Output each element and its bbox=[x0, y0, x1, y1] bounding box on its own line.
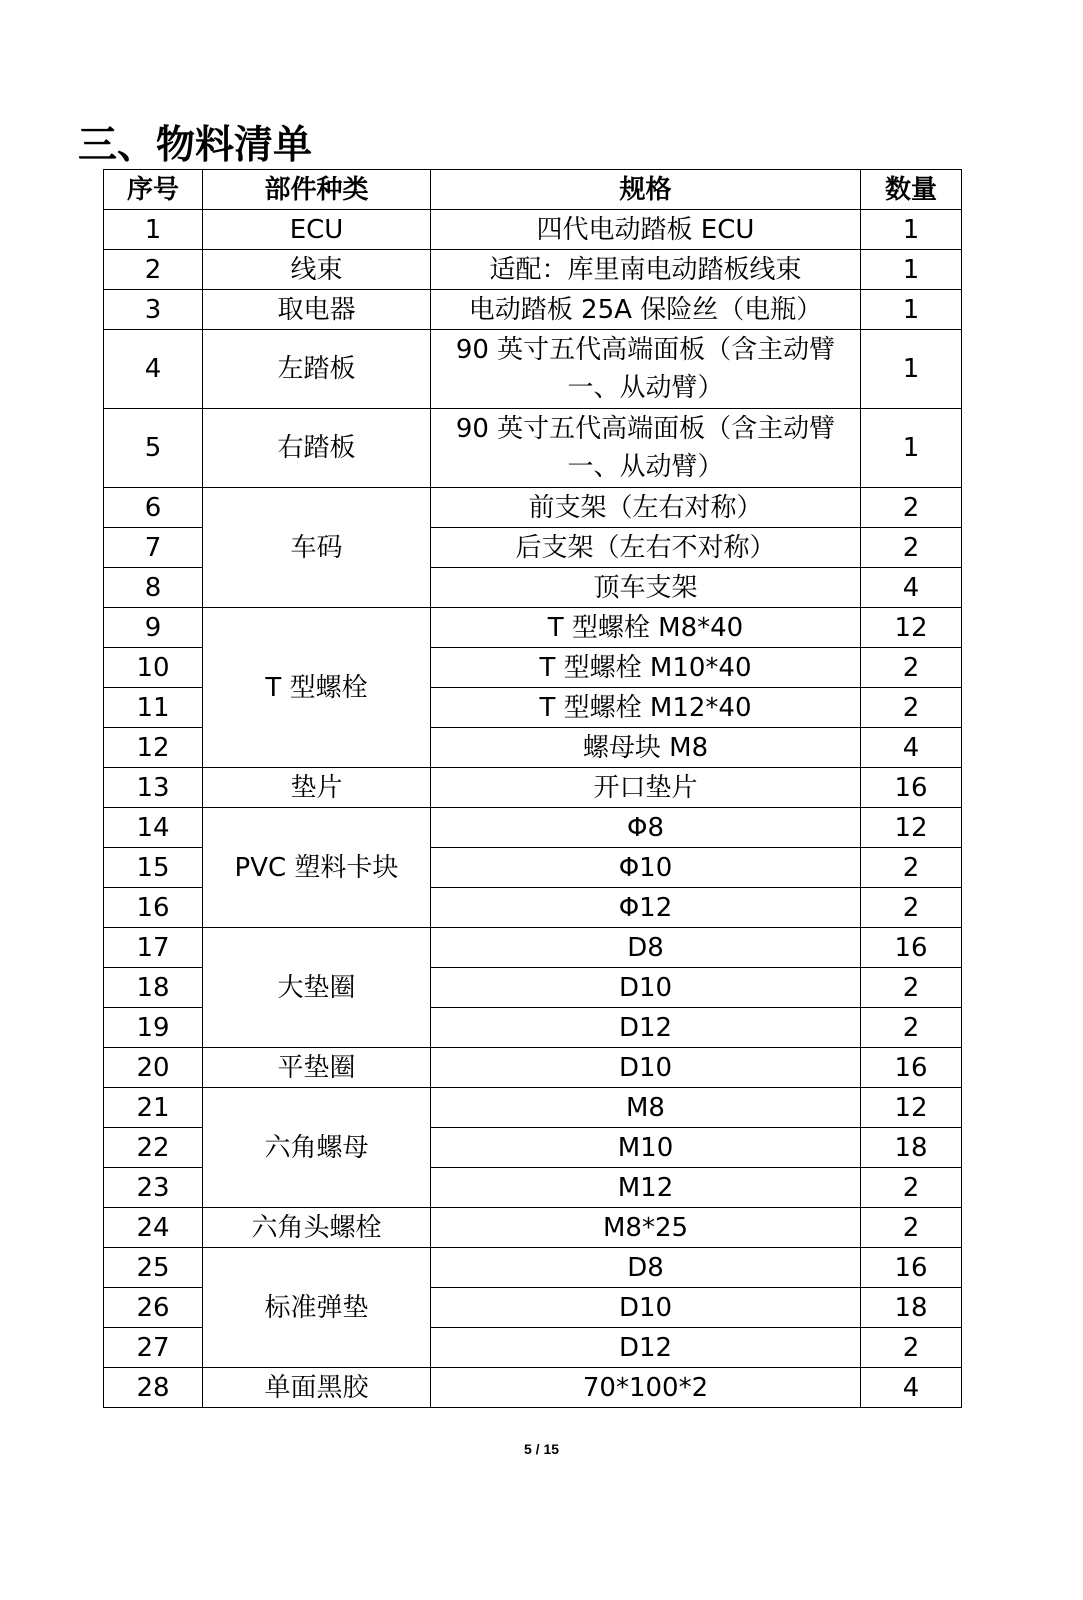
table-row bbox=[104, 290, 962, 330]
cell-qty: 18 bbox=[861, 1128, 962, 1168]
cell-qty: 16 bbox=[861, 1048, 962, 1088]
cell-spec: 开口垫片 bbox=[431, 768, 861, 808]
header-no: 序号 bbox=[104, 170, 203, 210]
table-row bbox=[104, 608, 962, 648]
cell-no: 4 bbox=[104, 330, 203, 409]
cell-no: 16 bbox=[104, 888, 203, 928]
cell-no: 22 bbox=[104, 1128, 203, 1168]
cell-spec: D12 bbox=[431, 1008, 861, 1048]
cell-qty: 4 bbox=[861, 1368, 962, 1408]
table-row bbox=[104, 768, 962, 808]
cell-qty: 2 bbox=[861, 968, 962, 1008]
cell-no: 23 bbox=[104, 1168, 203, 1208]
table-row bbox=[104, 1088, 962, 1128]
cell-qty: 2 bbox=[861, 1208, 962, 1248]
cell-spec: T 型螺栓 M8*40 bbox=[431, 608, 861, 648]
cell-qty: 2 bbox=[861, 488, 962, 528]
cell-no: 11 bbox=[104, 688, 203, 728]
table-row bbox=[104, 808, 962, 848]
table-row bbox=[104, 928, 962, 968]
cell-spec: Φ8 bbox=[431, 808, 861, 848]
cell-spec: D8 bbox=[431, 928, 861, 968]
cell-spec: 螺母块 M8 bbox=[431, 728, 861, 768]
cell-qty: 1 bbox=[861, 250, 962, 290]
cell-spec: T 型螺栓 M12*40 bbox=[431, 688, 861, 728]
cell-qty: 1 bbox=[861, 330, 962, 409]
table-row bbox=[104, 409, 962, 488]
cell-no: 27 bbox=[104, 1328, 203, 1368]
cell-spec: 前支架（左右对称） bbox=[431, 488, 861, 528]
table-row bbox=[104, 330, 962, 409]
cell-spec: D12 bbox=[431, 1328, 861, 1368]
cell-no: 25 bbox=[104, 1248, 203, 1288]
cell-no: 26 bbox=[104, 1288, 203, 1328]
cell-qty: 2 bbox=[861, 888, 962, 928]
cell-qty: 4 bbox=[861, 568, 962, 608]
cell-spec: D10 bbox=[431, 968, 861, 1008]
cell-no: 3 bbox=[104, 290, 203, 330]
cell-qty: 1 bbox=[861, 409, 962, 488]
cell-qty: 2 bbox=[861, 1008, 962, 1048]
cell-qty: 12 bbox=[861, 808, 962, 848]
table-row bbox=[104, 1048, 962, 1088]
cell-qty: 1 bbox=[861, 290, 962, 330]
table-row bbox=[104, 210, 962, 250]
cell-spec: 电动踏板 25A 保险丝（电瓶） bbox=[431, 290, 861, 330]
cell-category: 平垫圈 bbox=[203, 1048, 431, 1088]
cell-category: 大垫圈 bbox=[203, 928, 431, 1048]
cell-no: 2 bbox=[104, 250, 203, 290]
cell-qty: 16 bbox=[861, 768, 962, 808]
cell-no: 14 bbox=[104, 808, 203, 848]
table-row bbox=[104, 250, 962, 290]
cell-spec: 顶车支架 bbox=[431, 568, 861, 608]
cell-no: 17 bbox=[104, 928, 203, 968]
table-header-row bbox=[104, 170, 962, 210]
cell-spec: 90 英寸五代高端面板（含主动臂一、从动臂） bbox=[431, 409, 861, 488]
cell-no: 20 bbox=[104, 1048, 203, 1088]
cell-spec: Φ10 bbox=[431, 848, 861, 888]
cell-no: 19 bbox=[104, 1008, 203, 1048]
cell-qty: 2 bbox=[861, 1328, 962, 1368]
cell-no: 6 bbox=[104, 488, 203, 528]
cell-no: 18 bbox=[104, 968, 203, 1008]
cell-category: 六角头螺栓 bbox=[203, 1208, 431, 1248]
cell-no: 21 bbox=[104, 1088, 203, 1128]
header-qty: 数量 bbox=[861, 170, 962, 210]
cell-category: 线束 bbox=[203, 250, 431, 290]
cell-qty: 12 bbox=[861, 608, 962, 648]
cell-no: 10 bbox=[104, 648, 203, 688]
cell-no: 13 bbox=[104, 768, 203, 808]
cell-qty: 2 bbox=[861, 688, 962, 728]
cell-category: 单面黑胶 bbox=[203, 1368, 431, 1408]
cell-spec: Φ12 bbox=[431, 888, 861, 928]
table-row bbox=[104, 488, 962, 528]
cell-spec: M12 bbox=[431, 1168, 861, 1208]
cell-qty: 16 bbox=[861, 1248, 962, 1288]
cell-no: 15 bbox=[104, 848, 203, 888]
cell-spec: 适配：库里南电动踏板线束 bbox=[431, 250, 861, 290]
header-category: 部件种类 bbox=[203, 170, 431, 210]
header-spec: 规格 bbox=[431, 170, 861, 210]
cell-spec: M10 bbox=[431, 1128, 861, 1168]
cell-spec: 后支架（左右不对称） bbox=[431, 528, 861, 568]
cell-spec: D10 bbox=[431, 1288, 861, 1328]
cell-no: 1 bbox=[104, 210, 203, 250]
cell-no: 7 bbox=[104, 528, 203, 568]
cell-no: 9 bbox=[104, 608, 203, 648]
cell-spec: M8 bbox=[431, 1088, 861, 1128]
table-row bbox=[104, 1368, 962, 1408]
cell-no: 12 bbox=[104, 728, 203, 768]
cell-qty: 2 bbox=[861, 848, 962, 888]
cell-spec: T 型螺栓 M10*40 bbox=[431, 648, 861, 688]
cell-qty: 2 bbox=[861, 528, 962, 568]
materials-table bbox=[103, 169, 962, 1408]
cell-qty: 2 bbox=[861, 648, 962, 688]
cell-qty: 12 bbox=[861, 1088, 962, 1128]
cell-no: 8 bbox=[104, 568, 203, 608]
table-row bbox=[104, 1208, 962, 1248]
page-number: 5 / 15 bbox=[523, 1441, 560, 1457]
cell-qty: 4 bbox=[861, 728, 962, 768]
cell-spec: 四代电动踏板 ECU bbox=[431, 210, 861, 250]
cell-no: 28 bbox=[104, 1368, 203, 1408]
page-title: 三、物料清单 bbox=[78, 123, 313, 168]
cell-category: 六角螺母 bbox=[203, 1088, 431, 1208]
cell-qty: 16 bbox=[861, 928, 962, 968]
cell-qty: 2 bbox=[861, 1168, 962, 1208]
cell-category: PVC 塑料卡块 bbox=[203, 808, 431, 928]
cell-category: ECU bbox=[203, 210, 431, 250]
cell-category: 车码 bbox=[203, 488, 431, 608]
cell-no: 24 bbox=[104, 1208, 203, 1248]
cell-spec: D10 bbox=[431, 1048, 861, 1088]
cell-category: 右踏板 bbox=[203, 409, 431, 488]
cell-no: 5 bbox=[104, 409, 203, 488]
cell-spec: 70*100*2 bbox=[431, 1368, 861, 1408]
cell-category: 标准弹垫 bbox=[203, 1248, 431, 1368]
table-row bbox=[104, 1248, 962, 1288]
cell-category: 垫片 bbox=[203, 768, 431, 808]
cell-category: T 型螺栓 bbox=[203, 608, 431, 768]
cell-spec: D8 bbox=[431, 1248, 861, 1288]
cell-spec: M8*25 bbox=[431, 1208, 861, 1248]
cell-qty: 1 bbox=[861, 210, 962, 250]
cell-category: 取电器 bbox=[203, 290, 431, 330]
cell-qty: 18 bbox=[861, 1288, 962, 1328]
cell-category: 左踏板 bbox=[203, 330, 431, 409]
cell-spec: 90 英寸五代高端面板（含主动臂一、从动臂） bbox=[431, 330, 861, 409]
